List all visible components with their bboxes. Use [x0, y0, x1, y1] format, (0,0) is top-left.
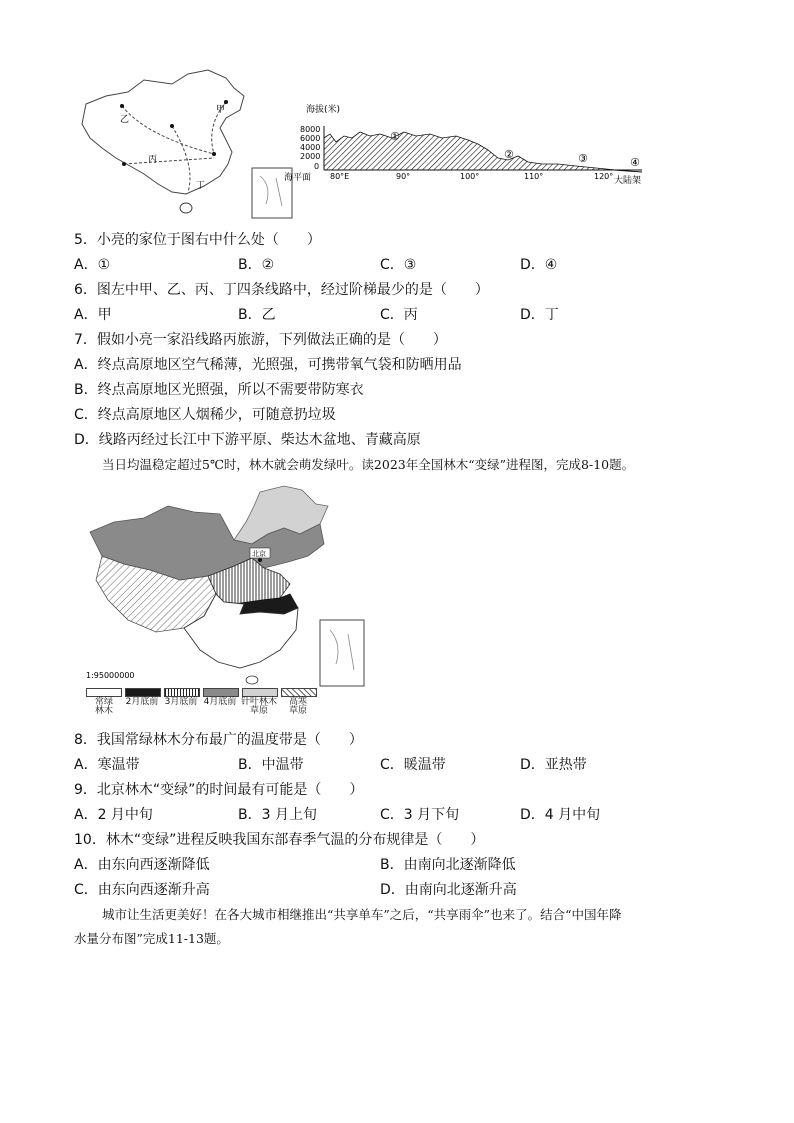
q10-option-c[interactable]: C．由东向西逐渐升高: [74, 882, 210, 898]
route-map: [76, 66, 298, 220]
q8-option-a[interactable]: A．寒温带: [74, 757, 140, 773]
q7-option-d[interactable]: D．线路丙经过长江中下游平原、柴达木盆地、青藏高原: [74, 432, 421, 448]
route-label-jia: 甲: [216, 105, 226, 115]
xtick: 120°: [594, 172, 614, 181]
q9-option-c[interactable]: C．3 月下旬: [380, 807, 460, 823]
q9-option-b[interactable]: B．3 月上旬: [238, 807, 317, 823]
map-scale: 1:95000000: [86, 671, 135, 680]
q7-stem: 7．假如小亮一家沿线路丙旅游，下列做法正确的是（ ）: [74, 332, 447, 348]
intro-11-13-line2: 水量分布图”完成11-13题。: [74, 931, 229, 946]
q8-option-c[interactable]: C．暖温带: [380, 757, 446, 773]
shelf-label: 大陆架: [614, 176, 642, 186]
q7-option-c[interactable]: C．终点高原地区人烟稀少，可随意扔垃圾: [74, 407, 336, 423]
route-label-ding: 丁: [196, 181, 206, 191]
beijing-label: 北京: [252, 550, 266, 558]
q9-stem: 9．北京林木“变绿”的时间最有可能是（ ）: [74, 782, 364, 798]
xtick: 90°: [396, 172, 411, 181]
profile-point-1: ①: [390, 130, 400, 143]
q9-option-d[interactable]: D．4 月中旬: [520, 807, 601, 823]
sea-level-label: 海平面: [284, 173, 312, 183]
q10-stem: 10．林木“变绿”进程反映我国东部春季气温的分布规律是（ ）: [74, 832, 485, 848]
intro-11-13-line1: 城市让生活更美好！在各大城市相继推出“共享单车”之后，“共享雨伞”也来了。结合“中国年降: [102, 907, 622, 922]
q7-option-a[interactable]: A．终点高原地区空气稀薄，光照强，可携带氧气袋和防晒用品: [74, 357, 462, 373]
legend-alpine: 高寒 草原: [288, 697, 307, 716]
q10-option-d[interactable]: D．由南向北逐渐升高: [380, 882, 517, 898]
profile-ylabel: 海拔(米): [306, 105, 341, 115]
map-legend: [86, 688, 326, 720]
q8-stem: 8．我国常绿林木分布最广的温度带是（ ）: [74, 732, 363, 748]
ytick: 6000: [300, 134, 321, 143]
ytick: 2000: [300, 152, 321, 161]
q5-option-a[interactable]: A．①: [74, 257, 111, 273]
q6-option-d[interactable]: D．丁: [520, 307, 559, 323]
xtick: 110°: [524, 172, 544, 181]
q5-option-b[interactable]: B．②: [238, 257, 275, 273]
profile-point-4: ④: [630, 156, 640, 169]
q6-stem: 6．图左中甲、乙、丙、丁四条线路中，经过阶梯最少的是（ ）: [74, 282, 489, 298]
hainan-island: [180, 203, 192, 213]
q5-option-d[interactable]: D．④: [520, 257, 558, 273]
legend-mar: 3月底前: [164, 697, 198, 707]
route-label-yi: 乙: [120, 115, 130, 125]
elevation-profile: [284, 98, 666, 190]
q6-option-c[interactable]: C．丙: [380, 307, 418, 323]
south-sea-inset-2: [320, 620, 364, 686]
xtick: 100°: [460, 172, 480, 181]
ytick: 0: [314, 162, 320, 171]
q10-option-a[interactable]: A．由东向西逐渐降低: [74, 857, 210, 873]
q6-option-a[interactable]: A．甲: [74, 307, 112, 323]
q5-stem: 5．小亮的家位于图右中什么处（ ）: [74, 232, 321, 248]
q7-option-b[interactable]: B．终点高原地区光照强，所以不需要带防寒衣: [74, 382, 364, 398]
ytick: 8000: [300, 125, 321, 134]
profile-point-2: ②: [504, 148, 514, 161]
intro-8-10: 当日均温稳定超过5℃时，林木就会萌发绿叶。读2023年全国林木“变绿”进程图，完成8-10题。: [102, 457, 635, 472]
legend-evergreen: 常绿 林木: [94, 697, 113, 716]
greening-map: [84, 484, 374, 716]
q10-option-b[interactable]: B．由南向北逐渐降低: [380, 857, 516, 873]
route-label-bing: 丙: [148, 155, 158, 165]
terrain-profile: [324, 132, 616, 170]
q5-option-c[interactable]: C．③: [380, 257, 417, 273]
xtick: 80°E: [330, 172, 350, 181]
q9-option-a[interactable]: A．2 月中旬: [74, 807, 153, 823]
profile-point-3: ③: [578, 152, 588, 165]
q8-option-d[interactable]: D．亚热带: [520, 757, 587, 773]
china-outline: [82, 70, 244, 194]
q8-option-b[interactable]: B．中温带: [238, 757, 304, 773]
ytick: 4000: [300, 143, 321, 152]
legend-apr: 4月底前: [203, 697, 237, 707]
legend-conifer: 针叶林木 草原: [240, 697, 277, 716]
legend-feb: 2月底前: [125, 697, 159, 707]
q6-option-b[interactable]: B．乙: [238, 307, 276, 323]
